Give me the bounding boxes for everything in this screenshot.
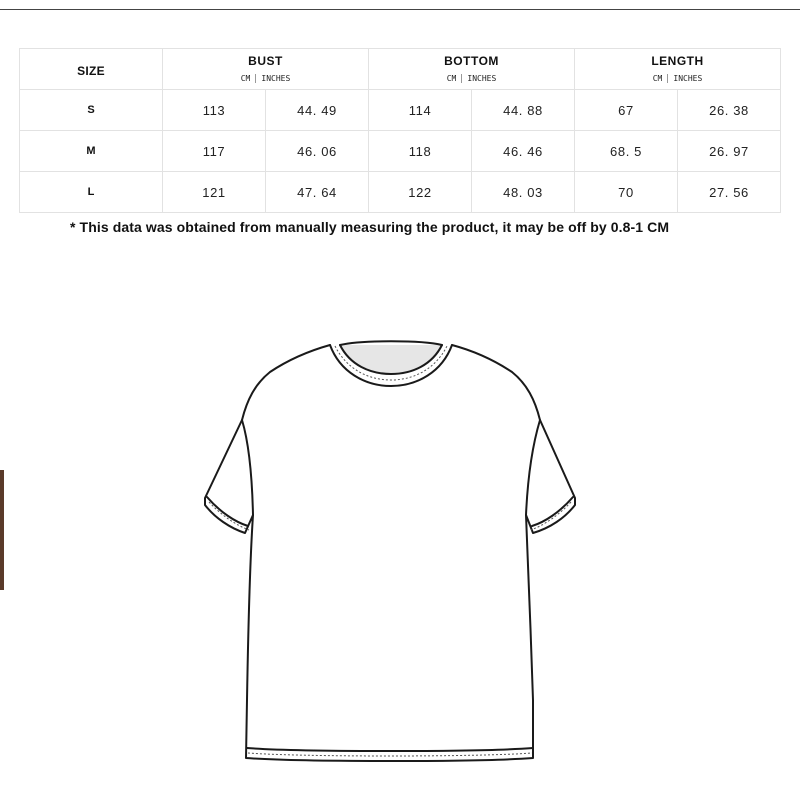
bust-cm-cell: 113 [163, 90, 266, 131]
size-cell: L [20, 172, 163, 213]
length-cm-cell: 70 [575, 172, 678, 213]
bottom-cm-cell: 122 [369, 172, 472, 213]
measurement-note: * This data was obtained from manually measuring the product, it may be off by 0.8-1 CM [70, 219, 670, 235]
table-header-row [20, 49, 781, 90]
bottom-inches-cell: 48. 03 [472, 172, 575, 213]
size-cell: M [20, 131, 163, 172]
left-edge-strip [0, 470, 4, 590]
length-cm-cell: 67 [575, 90, 678, 131]
t-shirt-drawing [190, 330, 590, 770]
bust-cm-cell: 121 [163, 172, 266, 213]
top-divider [0, 9, 800, 10]
bottom-header: BOTTOM [444, 53, 499, 68]
t-shirt-icon [190, 330, 590, 770]
table-row [20, 172, 781, 213]
length-inches-cell: 26. 97 [678, 131, 781, 172]
length-units [575, 74, 780, 83]
table-row [20, 90, 781, 131]
bust-header: BUST [248, 53, 283, 68]
table-row [20, 131, 781, 172]
length-cm-cell: 68. 5 [575, 131, 678, 172]
size-header-cell [20, 49, 163, 90]
length-header: LENGTH [651, 53, 704, 68]
bust-unit-cm: CM [240, 73, 251, 83]
bust-header-cell [163, 49, 369, 90]
length-unit-cm: CM [652, 73, 663, 83]
unit-separator [255, 74, 256, 83]
length-unit-inches: INCHES [673, 73, 703, 83]
bust-units [163, 74, 368, 83]
bust-unit-inches: INCHES [261, 73, 291, 83]
bottom-unit-cm: CM [446, 73, 457, 83]
length-inches-cell: 26. 38 [678, 90, 781, 131]
bottom-units [369, 74, 574, 83]
bottom-unit-inches: INCHES [467, 73, 497, 83]
size-table [19, 48, 781, 213]
size-cell: S [20, 90, 163, 131]
bottom-inches-cell: 46. 46 [472, 131, 575, 172]
bottom-cm-cell: 114 [369, 90, 472, 131]
length-header-cell [575, 49, 781, 90]
unit-separator [667, 74, 668, 83]
bottom-header-cell [369, 49, 575, 90]
bottom-cm-cell: 118 [369, 131, 472, 172]
bottom-inches-cell: 44. 88 [472, 90, 575, 131]
bust-inches-cell: 46. 06 [266, 131, 369, 172]
bust-inches-cell: 44. 49 [266, 90, 369, 131]
unit-separator [461, 74, 462, 83]
bust-inches-cell: 47. 64 [266, 172, 369, 213]
length-inches-cell: 27. 56 [678, 172, 781, 213]
size-header: SIZE [77, 63, 105, 78]
bust-cm-cell: 117 [163, 131, 266, 172]
